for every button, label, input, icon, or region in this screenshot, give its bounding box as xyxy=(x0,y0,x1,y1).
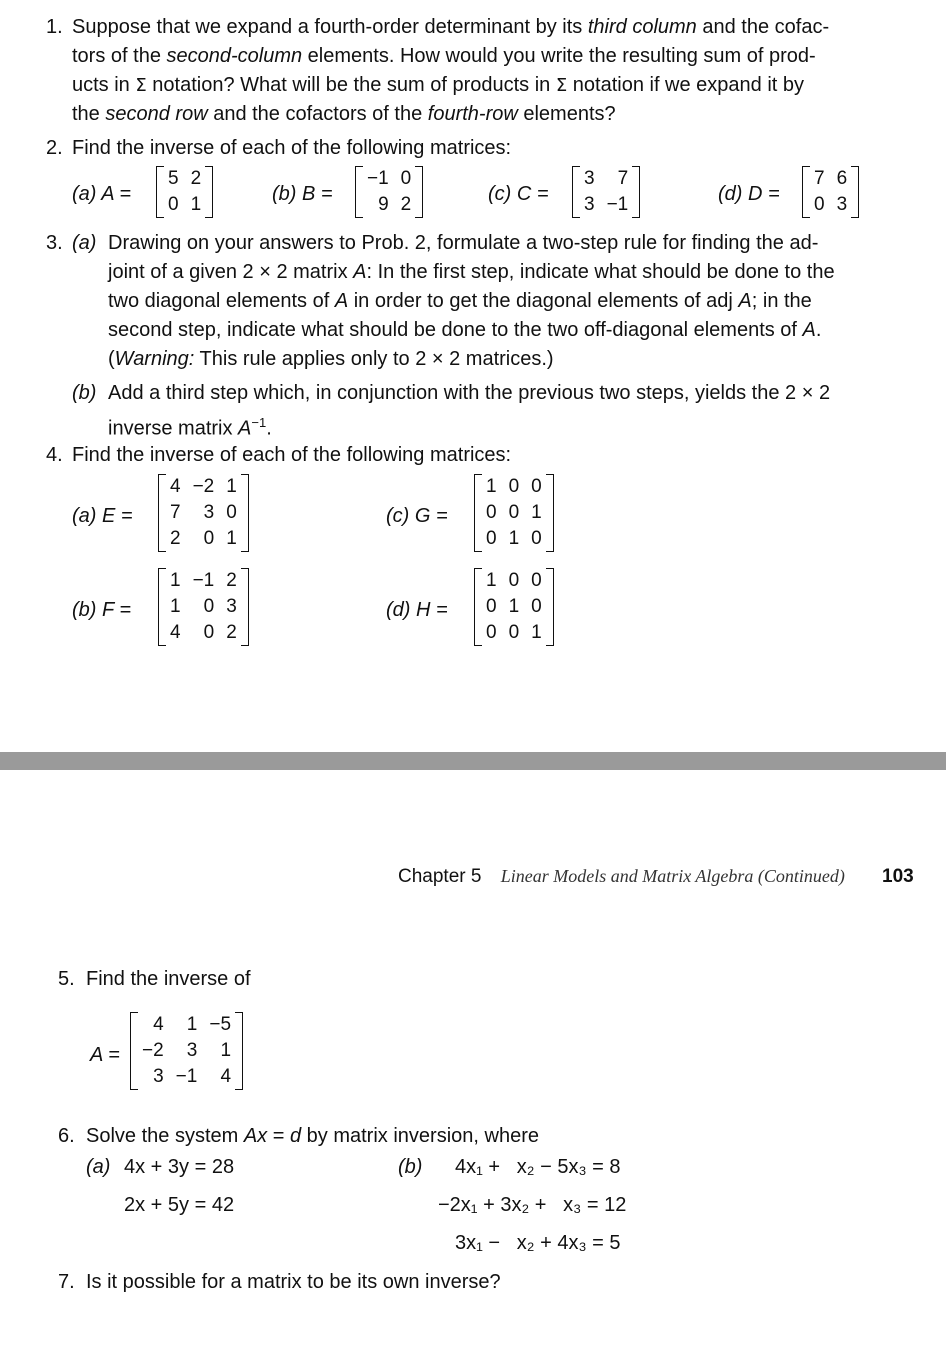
problem-3a-line-2: joint of a given 2 × 2 matrix A: In the first step, indicate what should be done to the xyxy=(108,261,835,283)
bracket-right xyxy=(632,166,640,218)
problem-3a-line-4: second step, indicate what should be done to the two off-diagonal elements of A. xyxy=(108,319,822,341)
equation-a1: 4x + 3y = 28 xyxy=(124,1156,235,1178)
matrix-cell: 0 xyxy=(486,596,497,617)
problem-number: 3. xyxy=(46,232,63,254)
matrix-cell: 0 xyxy=(508,502,520,523)
bracket-right xyxy=(546,474,554,552)
matrix-cell: 1 xyxy=(531,622,542,643)
matrix-cell: 7 xyxy=(170,502,181,523)
problem-number: 2. xyxy=(46,137,63,159)
chapter-title: Linear Models and Matrix Algebra (Continued) xyxy=(500,866,845,886)
matrix-cell: 1 xyxy=(220,1040,232,1061)
matrix-cell: 1 xyxy=(190,194,202,215)
problem-number: 7. xyxy=(58,1271,75,1293)
matrix-cell: 0 xyxy=(168,194,179,215)
matrix-label-d: (d) D = xyxy=(718,183,780,205)
matrix-cell: −5 xyxy=(209,1014,232,1035)
problem-5-text: Find the inverse of xyxy=(86,968,251,990)
problem-number: 4. xyxy=(46,444,63,466)
equation-a2: 2x + 5y = 42 xyxy=(124,1194,235,1216)
matrix-cell: 9 xyxy=(378,194,389,215)
page-number: 103 xyxy=(882,866,914,887)
problem-3a-line-3: two diagonal elements of A in order to get the diagonal elements of adj A; in the xyxy=(108,290,812,312)
matrix-G-3x3 xyxy=(474,474,554,552)
bracket-left xyxy=(158,568,166,646)
problem-3b-line-2: inverse matrix $A^{-1}$. xyxy=(108,415,272,440)
matrix-cell: 3 xyxy=(584,194,595,215)
problem-1-line-4: the second row and the cofactors of the fourth-row elements? xyxy=(72,103,616,125)
matrix-cell: 0 xyxy=(486,528,497,549)
matrix-cell: 1 xyxy=(186,1014,198,1035)
matrix-cell: 1 xyxy=(170,596,181,617)
bracket-left xyxy=(158,474,166,552)
matrix-cell: 1 xyxy=(508,596,520,617)
matrix-H-3x3 xyxy=(474,568,554,646)
problem-7-text: Is it possible for a matrix to be its own inverse? xyxy=(86,1271,501,1293)
matrix-cell: 3 xyxy=(203,502,215,523)
matrix-cell: 0 xyxy=(203,596,215,617)
matrix-cell: 5 xyxy=(168,168,179,189)
bracket-right xyxy=(851,166,859,218)
matrix-cell: 4 xyxy=(170,622,181,643)
problem-2-text: Find the inverse of each of the following matrices: xyxy=(72,137,512,159)
matrix-cell: 1 xyxy=(226,476,237,497)
matrix-cell: 1 xyxy=(486,476,497,497)
matrix-cell: −1 xyxy=(175,1066,198,1087)
matrix-cell: 2 xyxy=(170,528,181,549)
bracket-right xyxy=(415,166,423,218)
matrix-cell: 1 xyxy=(226,528,237,549)
problem-1-line-2: tors of the second-column elements. How would you write the resulting sum of prod- xyxy=(72,45,816,67)
matrix-cell: 0 xyxy=(531,528,542,549)
matrix-cell: 0 xyxy=(400,168,412,189)
problem-1-line-3: ucts in Σ notation? What will be the sum of products in Σ notation if we expand it by xyxy=(72,74,805,96)
matrix-cell: 0 xyxy=(486,502,497,523)
matrix-cell: −1 xyxy=(192,570,215,591)
matrix-cell: 3 xyxy=(153,1066,164,1087)
matrix-label-h: (d) H = xyxy=(386,599,448,621)
equation-b2: −2x₁ + 3x₂ + x₃ = 12 xyxy=(438,1194,627,1216)
matrix-A-3x3 xyxy=(130,1012,243,1090)
matrix-cell: 0 xyxy=(814,194,825,215)
matrix-A-2x2 xyxy=(156,166,213,218)
matrix-F-3x3 xyxy=(158,568,249,646)
problem-6-text: Solve the system Ax = d by matrix inversion, where xyxy=(86,1125,539,1147)
matrix-cell: 3 xyxy=(186,1040,198,1061)
matrix-cell: 0 xyxy=(531,570,542,591)
matrix-cell: 2 xyxy=(226,622,237,643)
problem-3a-line-1: Drawing on your answers to Prob. 2, formulate a two-step rule for finding the ad- xyxy=(108,232,819,254)
matrix-cell: 2 xyxy=(400,194,412,215)
matrix-cell: 0 xyxy=(226,502,237,523)
problem-number: 1. xyxy=(46,16,63,38)
matrix-C-2x2 xyxy=(572,166,640,218)
part-label-a: (a) xyxy=(86,1156,111,1178)
bracket-right xyxy=(205,166,213,218)
bracket-left xyxy=(802,166,810,218)
matrix-cell: 0 xyxy=(508,476,520,497)
problem-3a-line-5: (Warning: This rule applies only to 2 × 2 matrices.) xyxy=(108,348,554,370)
equation-b1: 4x₁ + x₂ − 5x₃ = 8 xyxy=(455,1156,621,1178)
bracket-right xyxy=(235,1012,243,1090)
matrix-cell: 0 xyxy=(203,528,215,549)
matrix-cell: 2 xyxy=(226,570,237,591)
matrix-cell: 3 xyxy=(584,168,595,189)
matrix-B-2x2 xyxy=(355,166,423,218)
matrix-cell: 4 xyxy=(220,1066,232,1087)
bracket-left xyxy=(572,166,580,218)
matrix-cell: −1 xyxy=(606,194,629,215)
matrix-E-3x3 xyxy=(158,474,249,552)
matrix-label-c: (c) C = xyxy=(488,183,549,205)
bracket-right xyxy=(241,474,249,552)
matrix-label-a: A = xyxy=(90,1044,120,1066)
part-label-b: (b) xyxy=(72,382,97,404)
matrix-cell: 2 xyxy=(190,168,202,189)
bracket-right xyxy=(241,568,249,646)
matrix-label-b: (b) B = xyxy=(272,183,333,205)
matrix-cell: 1 xyxy=(486,570,497,591)
bracket-left xyxy=(474,568,482,646)
equation-b3: 3x₁ − x₂ + 4x₃ = 5 xyxy=(455,1232,621,1254)
matrix-cell: 0 xyxy=(508,622,520,643)
problem-number: 5. xyxy=(58,968,75,990)
matrix-label-a: (a) A = xyxy=(72,183,132,205)
matrix-cell: 0 xyxy=(531,596,542,617)
matrix-cell: 4 xyxy=(170,476,181,497)
matrix-cell: −1 xyxy=(367,168,389,189)
matrix-cell: 4 xyxy=(153,1014,164,1035)
matrix-label-f: (b) F = xyxy=(72,599,132,621)
problem-4-text: Find the inverse of each of the following matrices: xyxy=(72,444,512,466)
problem-number: 6. xyxy=(58,1125,75,1147)
matrix-cell: 7 xyxy=(814,168,825,189)
problem-3b-line-1: Add a third step which, in conjunction with the previous two steps, yields the 2 × 2 xyxy=(108,382,831,404)
bracket-left xyxy=(130,1012,138,1090)
matrix-cell: −2 xyxy=(192,476,215,497)
matrix-cell: 3 xyxy=(836,194,848,215)
matrix-cell: 0 xyxy=(508,570,520,591)
matrix-cell: 0 xyxy=(486,622,497,643)
matrix-cell: −2 xyxy=(142,1040,164,1061)
sigma-symbol: Σ xyxy=(135,75,147,96)
problem-1-line-1: Suppose that we expand a fourth-order determinant by its third column and the cofac- xyxy=(72,16,830,38)
matrix-cell: 1 xyxy=(531,502,542,523)
page-divider xyxy=(0,752,946,770)
matrix-cell: 6 xyxy=(836,168,848,189)
part-label-a: (a) xyxy=(72,232,97,254)
chapter-label: Chapter 5 xyxy=(398,866,482,887)
matrix-cell: 1 xyxy=(170,570,181,591)
bracket-left xyxy=(474,474,482,552)
bracket-left xyxy=(156,166,164,218)
bracket-right xyxy=(546,568,554,646)
sigma-symbol: Σ xyxy=(555,75,568,96)
matrix-D-2x2 xyxy=(802,166,859,218)
matrix-label-g: (c) G = xyxy=(386,505,448,527)
matrix-cell: 7 xyxy=(617,168,629,189)
bracket-left xyxy=(355,166,363,218)
matrix-cell: 3 xyxy=(226,596,237,617)
running-header xyxy=(398,866,845,888)
part-label-b: (b) xyxy=(398,1156,423,1178)
matrix-label-e: (a) E = xyxy=(72,505,133,527)
matrix-cell: 0 xyxy=(203,622,215,643)
matrix-cell: 1 xyxy=(508,528,520,549)
matrix-cell: 0 xyxy=(531,476,542,497)
